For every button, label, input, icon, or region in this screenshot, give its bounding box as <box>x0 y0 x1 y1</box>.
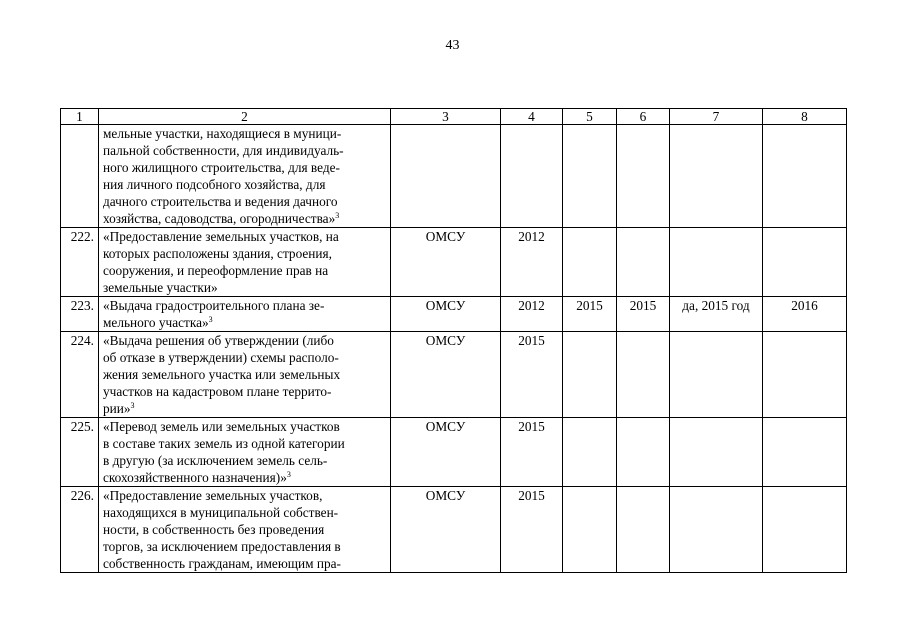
cell-c3: ОМСУ <box>391 228 501 297</box>
description-line: «Предоставление земельных участков, на <box>103 229 339 244</box>
table-row <box>61 125 847 228</box>
description-line: рии»$^3$ <box>103 401 135 416</box>
description-line: которых расположены здания, строения, <box>103 246 332 261</box>
cell-c4 <box>501 125 563 228</box>
header-cell: 6 <box>617 109 670 125</box>
description-line: находящихся в муниципальной собствен- <box>103 505 339 520</box>
cell-c7 <box>670 125 763 228</box>
cell-c3: ОМСУ <box>391 418 501 487</box>
service-description <box>99 125 391 228</box>
cell-c6 <box>617 418 670 487</box>
service-description <box>99 297 391 332</box>
description-line: ности, в собственность без проведения <box>103 522 325 537</box>
cell-c7 <box>670 332 763 418</box>
table-row <box>61 228 847 297</box>
description-line: ния личного подсобного хозяйства, для <box>103 177 326 192</box>
service-description <box>99 228 391 297</box>
cell-c8: 2016 <box>763 297 847 332</box>
page-number: 43 <box>445 38 460 53</box>
header-cell: 8 <box>763 109 847 125</box>
footnote-marker: 3 <box>208 315 213 324</box>
cell-c8 <box>763 332 847 418</box>
description-line: «Выдача градостроительного плана зе- <box>103 298 325 313</box>
cell-c8 <box>763 125 847 228</box>
cell-c5 <box>563 487 617 573</box>
cell-c8 <box>763 418 847 487</box>
cell-c7 <box>670 228 763 297</box>
cell-c4: 2012 <box>501 228 563 297</box>
service-description <box>99 332 391 418</box>
cell-c5: 2015 <box>563 297 617 332</box>
cell-c3: ОМСУ <box>391 297 501 332</box>
cell-c3: ОМСУ <box>391 487 501 573</box>
footnote-marker: 3 <box>130 401 135 410</box>
service-description <box>99 418 391 487</box>
cell-c6 <box>617 487 670 573</box>
cell-c5 <box>563 418 617 487</box>
header-cell: 2 <box>99 109 391 125</box>
cell-c4: 2015 <box>501 487 563 573</box>
description-line: «Предоставление земельных участков, <box>103 488 323 503</box>
description-line: об отказе в утверждении) схемы располо- <box>103 350 339 365</box>
description-line: торгов, за исключением предоставления в <box>103 539 341 554</box>
cell-c7 <box>670 487 763 573</box>
header-cell: 4 <box>501 109 563 125</box>
description-line: сооружения, и переоформление прав на <box>103 263 329 278</box>
footnote-marker: 3 <box>286 470 291 479</box>
description-line: скохозяйственного назначения)»$^3$ <box>103 470 291 485</box>
cell-c6 <box>617 125 670 228</box>
cell-c7 <box>670 418 763 487</box>
row-number <box>61 125 99 228</box>
row-number: 224. <box>61 332 99 418</box>
row-number: 222. <box>61 228 99 297</box>
row-number: 226. <box>61 487 99 573</box>
cell-c6 <box>617 228 670 297</box>
cell-c6 <box>617 332 670 418</box>
description-line: жения земельного участка или земельных <box>103 367 341 382</box>
description-line: «Перевод земель или земельных участков <box>103 419 340 434</box>
cell-c4: 2015 <box>501 418 563 487</box>
cell-c8 <box>763 228 847 297</box>
cell-c3 <box>391 125 501 228</box>
row-number: 223. <box>61 297 99 332</box>
table-row <box>61 418 847 487</box>
table-row <box>61 332 847 418</box>
description-line: хозяйства, садоводства, огородничества»$^3$ <box>103 211 340 226</box>
services-table <box>60 108 847 573</box>
cell-c4: 2015 <box>501 332 563 418</box>
footnote-marker: 3 <box>335 211 340 220</box>
description-line: мельного участка»$^3$ <box>103 315 213 330</box>
description-line: мельные участки, находящиеся в муници- <box>103 126 342 141</box>
cell-c8 <box>763 487 847 573</box>
description-line: ного жилищного строительства, для веде- <box>103 160 340 175</box>
table-row <box>61 487 847 573</box>
cell-c5 <box>563 332 617 418</box>
description-line: в составе таких земель из одной категории <box>103 436 345 451</box>
header-cell: 7 <box>670 109 763 125</box>
description-line: собственность гражданам, имеющим пра- <box>103 556 341 571</box>
header-cell: 3 <box>391 109 501 125</box>
header-cell: 1 <box>61 109 99 125</box>
cell-c7: да, 2015 год <box>670 297 763 332</box>
cell-c5 <box>563 228 617 297</box>
cell-c4: 2012 <box>501 297 563 332</box>
service-description <box>99 487 391 573</box>
table-header-row <box>61 109 847 125</box>
description-line: пальной собственности, для индивидуаль- <box>103 143 344 158</box>
cell-c6: 2015 <box>617 297 670 332</box>
description-line: дачного строительства и ведения дачного <box>103 194 338 209</box>
table-row <box>61 297 847 332</box>
description-line: в другую (за исключением земель сель- <box>103 453 328 468</box>
description-line: «Выдача решения об утверждении (либо <box>103 333 334 348</box>
cell-c3: ОМСУ <box>391 332 501 418</box>
row-number: 225. <box>61 418 99 487</box>
header-cell: 5 <box>563 109 617 125</box>
description-line: земельные участки» <box>103 280 218 295</box>
description-line: участков на кадастровом плане террито- <box>103 384 332 399</box>
cell-c5 <box>563 125 617 228</box>
